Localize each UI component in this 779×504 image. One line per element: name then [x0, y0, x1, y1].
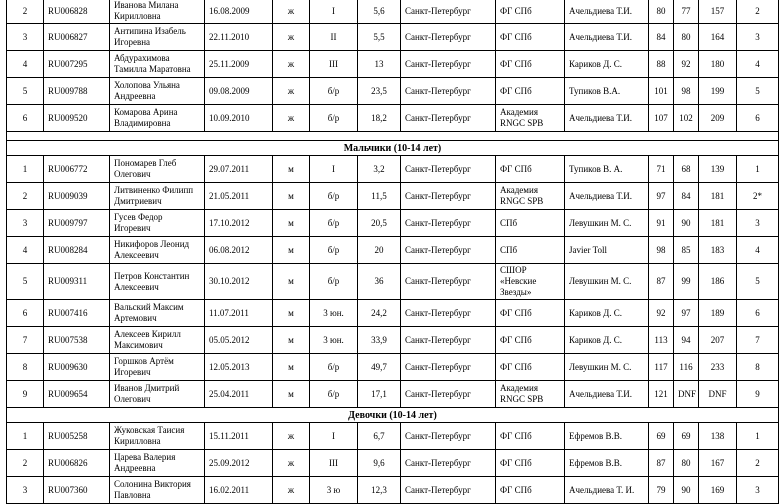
cell-num: 1	[7, 156, 44, 183]
cell-id: RU005258	[44, 423, 110, 450]
cell-name: Петров Константин Алексеевич	[110, 264, 205, 300]
cell-num: 3	[7, 477, 44, 504]
table-row	[7, 0, 779, 24]
table-row	[7, 381, 779, 408]
cell-coach: Тупиков В. А.	[565, 156, 649, 183]
results-table	[6, 0, 779, 504]
cell-rank: I	[310, 423, 358, 450]
cell-num: 5	[7, 264, 44, 300]
cell-sex: м	[273, 264, 310, 300]
cell-rating: 20,5	[358, 210, 401, 237]
cell-sex: м	[273, 237, 310, 264]
cell-city: Санкт-Петербург	[401, 300, 496, 327]
cell-sex: ж	[273, 24, 310, 51]
cell-city: Санкт-Петербург	[401, 210, 496, 237]
cell-city: Санкт-Петербург	[401, 156, 496, 183]
cell-total: DNF	[699, 381, 737, 408]
cell-org: ФГ СПб	[496, 51, 565, 78]
cell-total: 169	[699, 477, 737, 504]
table-row	[7, 450, 779, 477]
cell-total: 199	[699, 78, 737, 105]
cell-dob: 12.05.2013	[205, 354, 273, 381]
cell-coach: Ачельдиева Т. И.	[565, 477, 649, 504]
cell-id: RU006827	[44, 24, 110, 51]
cell-org: ФГ СПб	[496, 24, 565, 51]
cell-place: 1	[737, 156, 779, 183]
cell-total: 138	[699, 423, 737, 450]
cell-rank: I	[310, 156, 358, 183]
cell-total: 209	[699, 105, 737, 132]
cell-num: 2	[7, 183, 44, 210]
cell-sex: м	[273, 354, 310, 381]
cell-num: 6	[7, 300, 44, 327]
cell-round1: 84	[649, 24, 674, 51]
cell-rating: 24,2	[358, 300, 401, 327]
cell-dob: 25.11.2009	[205, 51, 273, 78]
cell-sex: м	[273, 381, 310, 408]
cell-rank: б/р	[310, 105, 358, 132]
cell-place: 3	[737, 24, 779, 51]
cell-rank: б/р	[310, 381, 358, 408]
cell-coach: Javier Toll	[565, 237, 649, 264]
cell-round1: 97	[649, 183, 674, 210]
cell-rank: б/р	[310, 78, 358, 105]
cell-round1: 117	[649, 354, 674, 381]
section-header-girls	[7, 408, 779, 423]
cell-place: 8	[737, 354, 779, 381]
cell-coach: Ачельдиева Т.И.	[565, 381, 649, 408]
cell-round1: 69	[649, 423, 674, 450]
cell-num: 2	[7, 0, 44, 24]
cell-city: Санкт-Петербург	[401, 477, 496, 504]
cell-coach: Кариков Д. С.	[565, 300, 649, 327]
cell-id: RU008284	[44, 237, 110, 264]
cell-round1: 71	[649, 156, 674, 183]
cell-city: Санкт-Петербург	[401, 51, 496, 78]
cell-coach: Ачельдиева Т.И.	[565, 183, 649, 210]
cell-round1: 101	[649, 78, 674, 105]
cell-round2: 102	[674, 105, 699, 132]
cell-sex: ж	[273, 423, 310, 450]
cell-name: Холопова Ульяна Андреевна	[110, 78, 205, 105]
cell-city: Санкт-Петербург	[401, 0, 496, 24]
cell-round1: 91	[649, 210, 674, 237]
cell-sex: м	[273, 327, 310, 354]
table-row	[7, 354, 779, 381]
cell-sex: м	[273, 156, 310, 183]
cell-rank: б/р	[310, 183, 358, 210]
cell-rating: 5,5	[358, 24, 401, 51]
cell-total: 183	[699, 237, 737, 264]
cell-round2: 94	[674, 327, 699, 354]
cell-place: 3	[737, 477, 779, 504]
cell-id: RU009039	[44, 183, 110, 210]
cell-name: Антипина Изабель Игоревна	[110, 24, 205, 51]
cell-city: Санкт-Петербург	[401, 354, 496, 381]
cell-city: Санкт-Петербург	[401, 423, 496, 450]
cell-dob: 25.04.2011	[205, 381, 273, 408]
cell-id: RU006772	[44, 156, 110, 183]
table-row	[7, 327, 779, 354]
cell-city: Санкт-Петербург	[401, 105, 496, 132]
cell-round2: 80	[674, 450, 699, 477]
cell-org: ФГ СПб	[496, 78, 565, 105]
cell-round2: 92	[674, 51, 699, 78]
spacer-row	[7, 132, 779, 141]
cell-coach: Тупиков В.А.	[565, 78, 649, 105]
cell-sex: м	[273, 210, 310, 237]
cell-place: 1	[737, 423, 779, 450]
table-row	[7, 237, 779, 264]
cell-num: 3	[7, 210, 44, 237]
cell-sex: ж	[273, 105, 310, 132]
cell-round1: 107	[649, 105, 674, 132]
cell-place: 5	[737, 264, 779, 300]
cell-round1: 92	[649, 300, 674, 327]
cell-sex: ж	[273, 450, 310, 477]
cell-total: 139	[699, 156, 737, 183]
cell-round2: 69	[674, 423, 699, 450]
cell-city: Санкт-Петербург	[401, 381, 496, 408]
cell-coach: Ефремов В.В.	[565, 450, 649, 477]
cell-dob: 21.05.2011	[205, 183, 273, 210]
cell-name: Пономарев Глеб Олегович	[110, 156, 205, 183]
cell-org: СШОР «Невские Звезды»	[496, 264, 565, 300]
cell-total: 181	[699, 210, 737, 237]
cell-id: RU009630	[44, 354, 110, 381]
cell-rank: 3 юн.	[310, 327, 358, 354]
cell-name: Горшков Артём Игоревич	[110, 354, 205, 381]
cell-name: Жуковская Таисия Кирилловна	[110, 423, 205, 450]
cell-name: Абдурахимова Тамилла Маратовна	[110, 51, 205, 78]
cell-round2: 90	[674, 210, 699, 237]
cell-round1: 79	[649, 477, 674, 504]
cell-rating: 36	[358, 264, 401, 300]
cell-dob: 16.08.2009	[205, 0, 273, 24]
cell-dob: 10.09.2010	[205, 105, 273, 132]
cell-place: 3	[737, 210, 779, 237]
cell-place: 6	[737, 105, 779, 132]
cell-num: 8	[7, 354, 44, 381]
cell-place: 7	[737, 327, 779, 354]
cell-city: Санкт-Петербург	[401, 78, 496, 105]
cell-total: 164	[699, 24, 737, 51]
cell-coach: Ачельдиева Т.И.	[565, 0, 649, 24]
cell-name: Никифоров Леонид Алексеевич	[110, 237, 205, 264]
cell-round1: 80	[649, 0, 674, 24]
cell-id: RU007295	[44, 51, 110, 78]
cell-coach: Левушкин М. С.	[565, 210, 649, 237]
cell-sex: ж	[273, 51, 310, 78]
cell-sex: м	[273, 183, 310, 210]
table-row	[7, 477, 779, 504]
cell-rank: II	[310, 24, 358, 51]
cell-place: 2*	[737, 183, 779, 210]
cell-dob: 11.07.2011	[205, 300, 273, 327]
cell-org: ФГ СПб	[496, 354, 565, 381]
cell-org: Академия RNGC SPB	[496, 105, 565, 132]
cell-round2: 97	[674, 300, 699, 327]
cell-name: Алексеев Кирилл Максимович	[110, 327, 205, 354]
cell-sex: ж	[273, 0, 310, 24]
table-row	[7, 105, 779, 132]
cell-num: 9	[7, 381, 44, 408]
cell-coach: Левушкин М. С.	[565, 264, 649, 300]
cell-round1: 113	[649, 327, 674, 354]
cell-name: Иванова Милана Кирилловна	[110, 0, 205, 24]
cell-rank: 3 юн.	[310, 300, 358, 327]
cell-rating: 17,1	[358, 381, 401, 408]
cell-round2: 85	[674, 237, 699, 264]
cell-name: Солонина Виктория Павловна	[110, 477, 205, 504]
cell-total: 181	[699, 183, 737, 210]
cell-id: RU009654	[44, 381, 110, 408]
cell-round2: 90	[674, 477, 699, 504]
table-row	[7, 423, 779, 450]
cell-dob: 05.05.2012	[205, 327, 273, 354]
cell-name: Царева Валерия Андреевна	[110, 450, 205, 477]
cell-place: 4	[737, 51, 779, 78]
cell-org: ФГ СПб	[496, 327, 565, 354]
cell-round2: 98	[674, 78, 699, 105]
section-header-boys	[7, 141, 779, 156]
cell-rating: 49,7	[358, 354, 401, 381]
cell-total: 189	[699, 300, 737, 327]
cell-rating: 13	[358, 51, 401, 78]
section-title: Мальчики (10-14 лет)	[7, 141, 779, 156]
cell-city: Санкт-Петербург	[401, 450, 496, 477]
cell-sex: ж	[273, 477, 310, 504]
cell-name: Иванов Дмитрий Олегович	[110, 381, 205, 408]
cell-dob: 22.11.2010	[205, 24, 273, 51]
cell-dob: 30.10.2012	[205, 264, 273, 300]
cell-city: Санкт-Петербург	[401, 24, 496, 51]
cell-round1: 88	[649, 51, 674, 78]
cell-total: 207	[699, 327, 737, 354]
cell-name: Вальский Максим Артемович	[110, 300, 205, 327]
cell-dob: 15.11.2011	[205, 423, 273, 450]
cell-dob: 29.07.2011	[205, 156, 273, 183]
cell-id: RU006826	[44, 450, 110, 477]
cell-rating: 33,9	[358, 327, 401, 354]
cell-org: ФГ СПб	[496, 477, 565, 504]
cell-rank: III	[310, 450, 358, 477]
cell-rating: 9,6	[358, 450, 401, 477]
cell-rating: 3,2	[358, 156, 401, 183]
cell-coach: Ачельдиева Т.И.	[565, 105, 649, 132]
cell-rank: б/р	[310, 210, 358, 237]
cell-rank: б/р	[310, 354, 358, 381]
cell-dob: 25.09.2012	[205, 450, 273, 477]
cell-total: 180	[699, 51, 737, 78]
cell-rank: б/р	[310, 237, 358, 264]
cell-city: Санкт-Петербург	[401, 183, 496, 210]
cell-rank: б/р	[310, 264, 358, 300]
cell-dob: 06.08.2012	[205, 237, 273, 264]
cell-id: RU009311	[44, 264, 110, 300]
cell-round2: 116	[674, 354, 699, 381]
cell-rating: 18,2	[358, 105, 401, 132]
table-row	[7, 156, 779, 183]
cell-place: 2	[737, 450, 779, 477]
cell-round1: 121	[649, 381, 674, 408]
table-row	[7, 51, 779, 78]
cell-num: 2	[7, 450, 44, 477]
cell-coach: Ачельдиева Т.И.	[565, 24, 649, 51]
cell-id: RU007538	[44, 327, 110, 354]
cell-num: 4	[7, 51, 44, 78]
cell-coach: Кариков Д. С.	[565, 327, 649, 354]
cell-org: ФГ СПб	[496, 156, 565, 183]
cell-rating: 12,3	[358, 477, 401, 504]
cell-round1: 87	[649, 264, 674, 300]
table-row	[7, 183, 779, 210]
cell-round2: 68	[674, 156, 699, 183]
cell-round2: 84	[674, 183, 699, 210]
cell-dob: 16.02.2011	[205, 477, 273, 504]
cell-place: 4	[737, 237, 779, 264]
cell-round2: 99	[674, 264, 699, 300]
cell-rating: 23,5	[358, 78, 401, 105]
cell-dob: 09.08.2009	[205, 78, 273, 105]
cell-num: 7	[7, 327, 44, 354]
cell-id: RU009797	[44, 210, 110, 237]
cell-id: RU009520	[44, 105, 110, 132]
cell-coach: Ефремов В.В.	[565, 423, 649, 450]
cell-rating: 6,7	[358, 423, 401, 450]
cell-round2: DNF	[674, 381, 699, 408]
cell-id: RU006828	[44, 0, 110, 24]
cell-total: 157	[699, 0, 737, 24]
cell-rating: 11,5	[358, 183, 401, 210]
cell-name: Литвиненко Филипп Дмитриевич	[110, 183, 205, 210]
cell-num: 3	[7, 24, 44, 51]
cell-city: Санкт-Петербург	[401, 237, 496, 264]
cell-name: Комарова Арина Владимировна	[110, 105, 205, 132]
cell-id: RU007416	[44, 300, 110, 327]
cell-round1: 87	[649, 450, 674, 477]
cell-round2: 80	[674, 24, 699, 51]
cell-rank: I	[310, 0, 358, 24]
cell-dob: 17.10.2012	[205, 210, 273, 237]
cell-sex: ж	[273, 78, 310, 105]
cell-name: Гусев Федор Игоревич	[110, 210, 205, 237]
table-row	[7, 210, 779, 237]
cell-num: 6	[7, 105, 44, 132]
cell-rank: III	[310, 51, 358, 78]
cell-rating: 20	[358, 237, 401, 264]
cell-rank: 3 ю	[310, 477, 358, 504]
cell-org: Академия RNGC SPB	[496, 381, 565, 408]
cell-place: 2	[737, 0, 779, 24]
cell-org: ФГ СПб	[496, 423, 565, 450]
cell-place: 5	[737, 78, 779, 105]
cell-num: 5	[7, 78, 44, 105]
table-row	[7, 78, 779, 105]
section-title: Девочки (10-14 лет)	[7, 408, 779, 423]
table-row	[7, 24, 779, 51]
cell-num: 4	[7, 237, 44, 264]
cell-total: 167	[699, 450, 737, 477]
table-row	[7, 264, 779, 300]
cell-place: 9	[737, 381, 779, 408]
cell-coach: Кариков Д. С.	[565, 51, 649, 78]
cell-org: ФГ СПб	[496, 450, 565, 477]
cell-sex: м	[273, 300, 310, 327]
cell-round2: 77	[674, 0, 699, 24]
cell-org: ФГ СПб	[496, 300, 565, 327]
cell-org: ФГ СПб	[496, 0, 565, 24]
cell-coach: Левушкин М. С.	[565, 354, 649, 381]
cell-place: 6	[737, 300, 779, 327]
cell-total: 186	[699, 264, 737, 300]
cell-org: СПб	[496, 237, 565, 264]
table-row	[7, 300, 779, 327]
cell-total: 233	[699, 354, 737, 381]
cell-city: Санкт-Петербург	[401, 327, 496, 354]
cell-rating: 5,6	[358, 0, 401, 24]
cell-org: Академия RNGC SPB	[496, 183, 565, 210]
cell-num: 1	[7, 423, 44, 450]
cell-id: RU007360	[44, 477, 110, 504]
cell-id: RU009788	[44, 78, 110, 105]
cell-round1: 98	[649, 237, 674, 264]
cell-org: СПб	[496, 210, 565, 237]
cell-city: Санкт-Петербург	[401, 264, 496, 300]
